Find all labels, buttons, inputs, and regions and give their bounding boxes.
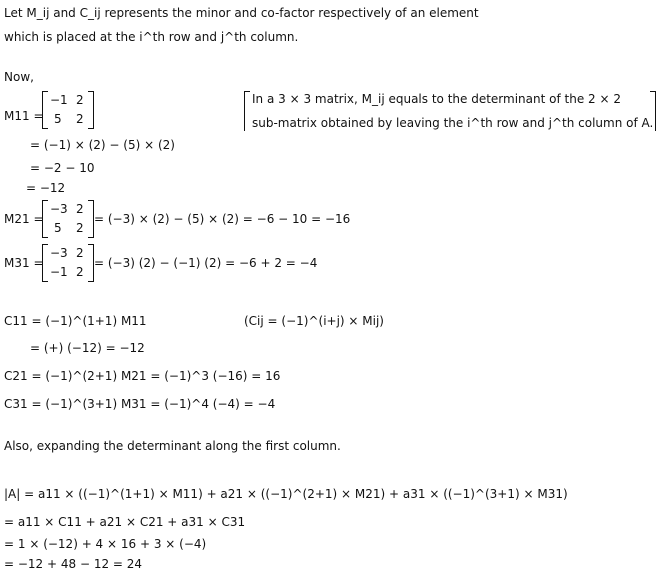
m21-matrix — [42, 200, 94, 238]
m11-matrix — [42, 91, 94, 129]
m31-result: = (−3) (2) − (−1) (2) = −6 + 2 = −4 — [94, 256, 318, 270]
now-label: Now, — [4, 70, 34, 84]
matrix-cell: 2 — [76, 112, 84, 126]
c11-line: C11 = (−1)^(1+1) M11 — [4, 314, 147, 328]
intro-line-2: which is placed at the i^th row and j^th column. — [4, 30, 299, 44]
expansion-line-1: |A| = a11 × ((−1)^(1+1) × M11) + a21 × ((−1)^(2+1) × M21) + a31 × ((−1)^(3+1) × M31) — [4, 487, 568, 501]
matrix-cell: −3 — [50, 246, 68, 260]
matrix-cell: 2 — [76, 246, 84, 260]
matrix-cell: 2 — [76, 93, 84, 107]
m21-result: = (−3) × (2) − (5) × (2) = −6 − 10 = −16 — [94, 212, 351, 226]
c31-line: C31 = (−1)^(3+1) M31 = (−1)^4 (−4) = −4 — [4, 397, 276, 411]
expansion-intro: Also, expanding the determinant along the first column. — [4, 439, 341, 453]
m11-label: M11 = — [4, 109, 44, 123]
note-line-1: In a 3 × 3 matrix, M_ij equals to the determinant of the 2 × 2 — [252, 92, 621, 106]
m31-matrix — [42, 244, 94, 282]
m21-label: M21 = — [4, 212, 44, 226]
m11-step-3: = −12 — [26, 181, 66, 195]
expansion-line-3: = 1 × (−12) + 4 × 16 + 3 × (−4) — [4, 537, 207, 551]
matrix-cell: −1 — [50, 265, 68, 279]
matrix-cell: 2 — [76, 221, 84, 235]
matrix-cell: 5 — [54, 112, 62, 126]
note-line-2: sub-matrix obtained by leaving the i^th row and j^th column of A. — [252, 116, 654, 130]
c11-step: = (+) (−12) = −12 — [30, 341, 145, 355]
matrix-cell: 2 — [76, 202, 84, 216]
expansion-line-2: = a11 × C11 + a21 × C21 + a31 × C31 — [4, 515, 246, 529]
cofactor-formula: (Cij = (−1)^(i+j) × Mij) — [244, 314, 384, 328]
c21-line: C21 = (−1)^(2+1) M21 = (−1)^3 (−16) = 16 — [4, 369, 281, 383]
matrix-cell: 2 — [76, 265, 84, 279]
matrix-cell: −1 — [50, 93, 68, 107]
matrix-cell: 5 — [54, 221, 62, 235]
intro-line-1: Let M_ij and C_ij represents the minor and co-factor respectively of an element — [4, 6, 479, 20]
expansion-line-4: = −12 + 48 − 12 = 24 — [4, 557, 143, 571]
m11-step-2: = −2 − 10 — [30, 161, 95, 175]
m31-label: M31 = — [4, 256, 44, 270]
matrix-cell: −3 — [50, 202, 68, 216]
m11-step-1: = (−1) × (2) − (5) × (2) — [30, 138, 175, 152]
